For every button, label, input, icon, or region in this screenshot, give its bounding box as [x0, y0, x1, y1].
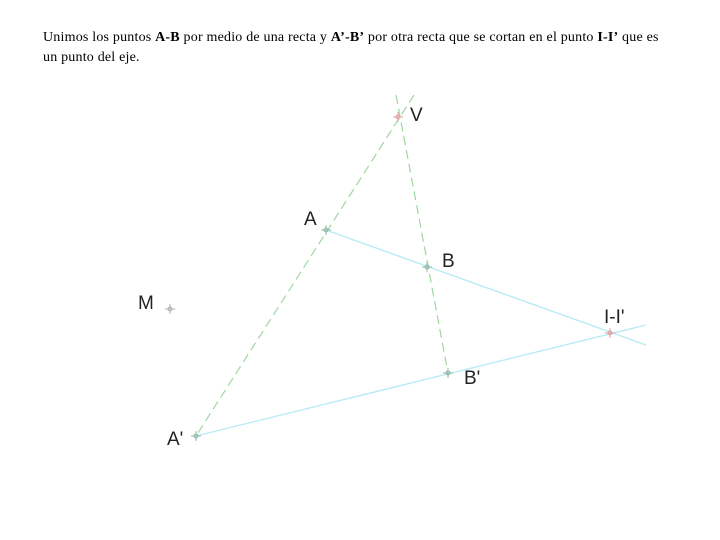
marker-bp [443, 368, 453, 378]
label-b: B [442, 251, 455, 272]
caption-text-1: Unimos los puntos [43, 30, 156, 45]
caption-text-4: que es un punto del eje. [43, 30, 659, 65]
label-ap: A' [167, 429, 184, 450]
caption-text-2: por medio de una recta y [179, 30, 331, 45]
label-a: A [304, 209, 317, 230]
line-a-b-extended [326, 230, 646, 345]
projection-line-v-bp [396, 95, 448, 373]
caption-bold-apbp: A’-B’ [330, 30, 365, 45]
caption-bold-ab: A-B [155, 30, 180, 45]
marker-b [422, 262, 432, 272]
marker-m [165, 304, 175, 314]
caption-text-3: por otra recta que se cortan en el punto [364, 30, 598, 45]
marker-i-ip [605, 328, 615, 338]
caption-bold-ii: I-I’ [597, 30, 619, 45]
projection-line-v-ap [196, 95, 414, 436]
label-bp: B' [464, 368, 481, 389]
label-m: M [138, 293, 154, 314]
label-i-ip: I-I' [604, 307, 625, 328]
label-v: V [410, 105, 423, 126]
marker-ap [191, 431, 201, 441]
line-ap-bp-extended [196, 325, 646, 436]
